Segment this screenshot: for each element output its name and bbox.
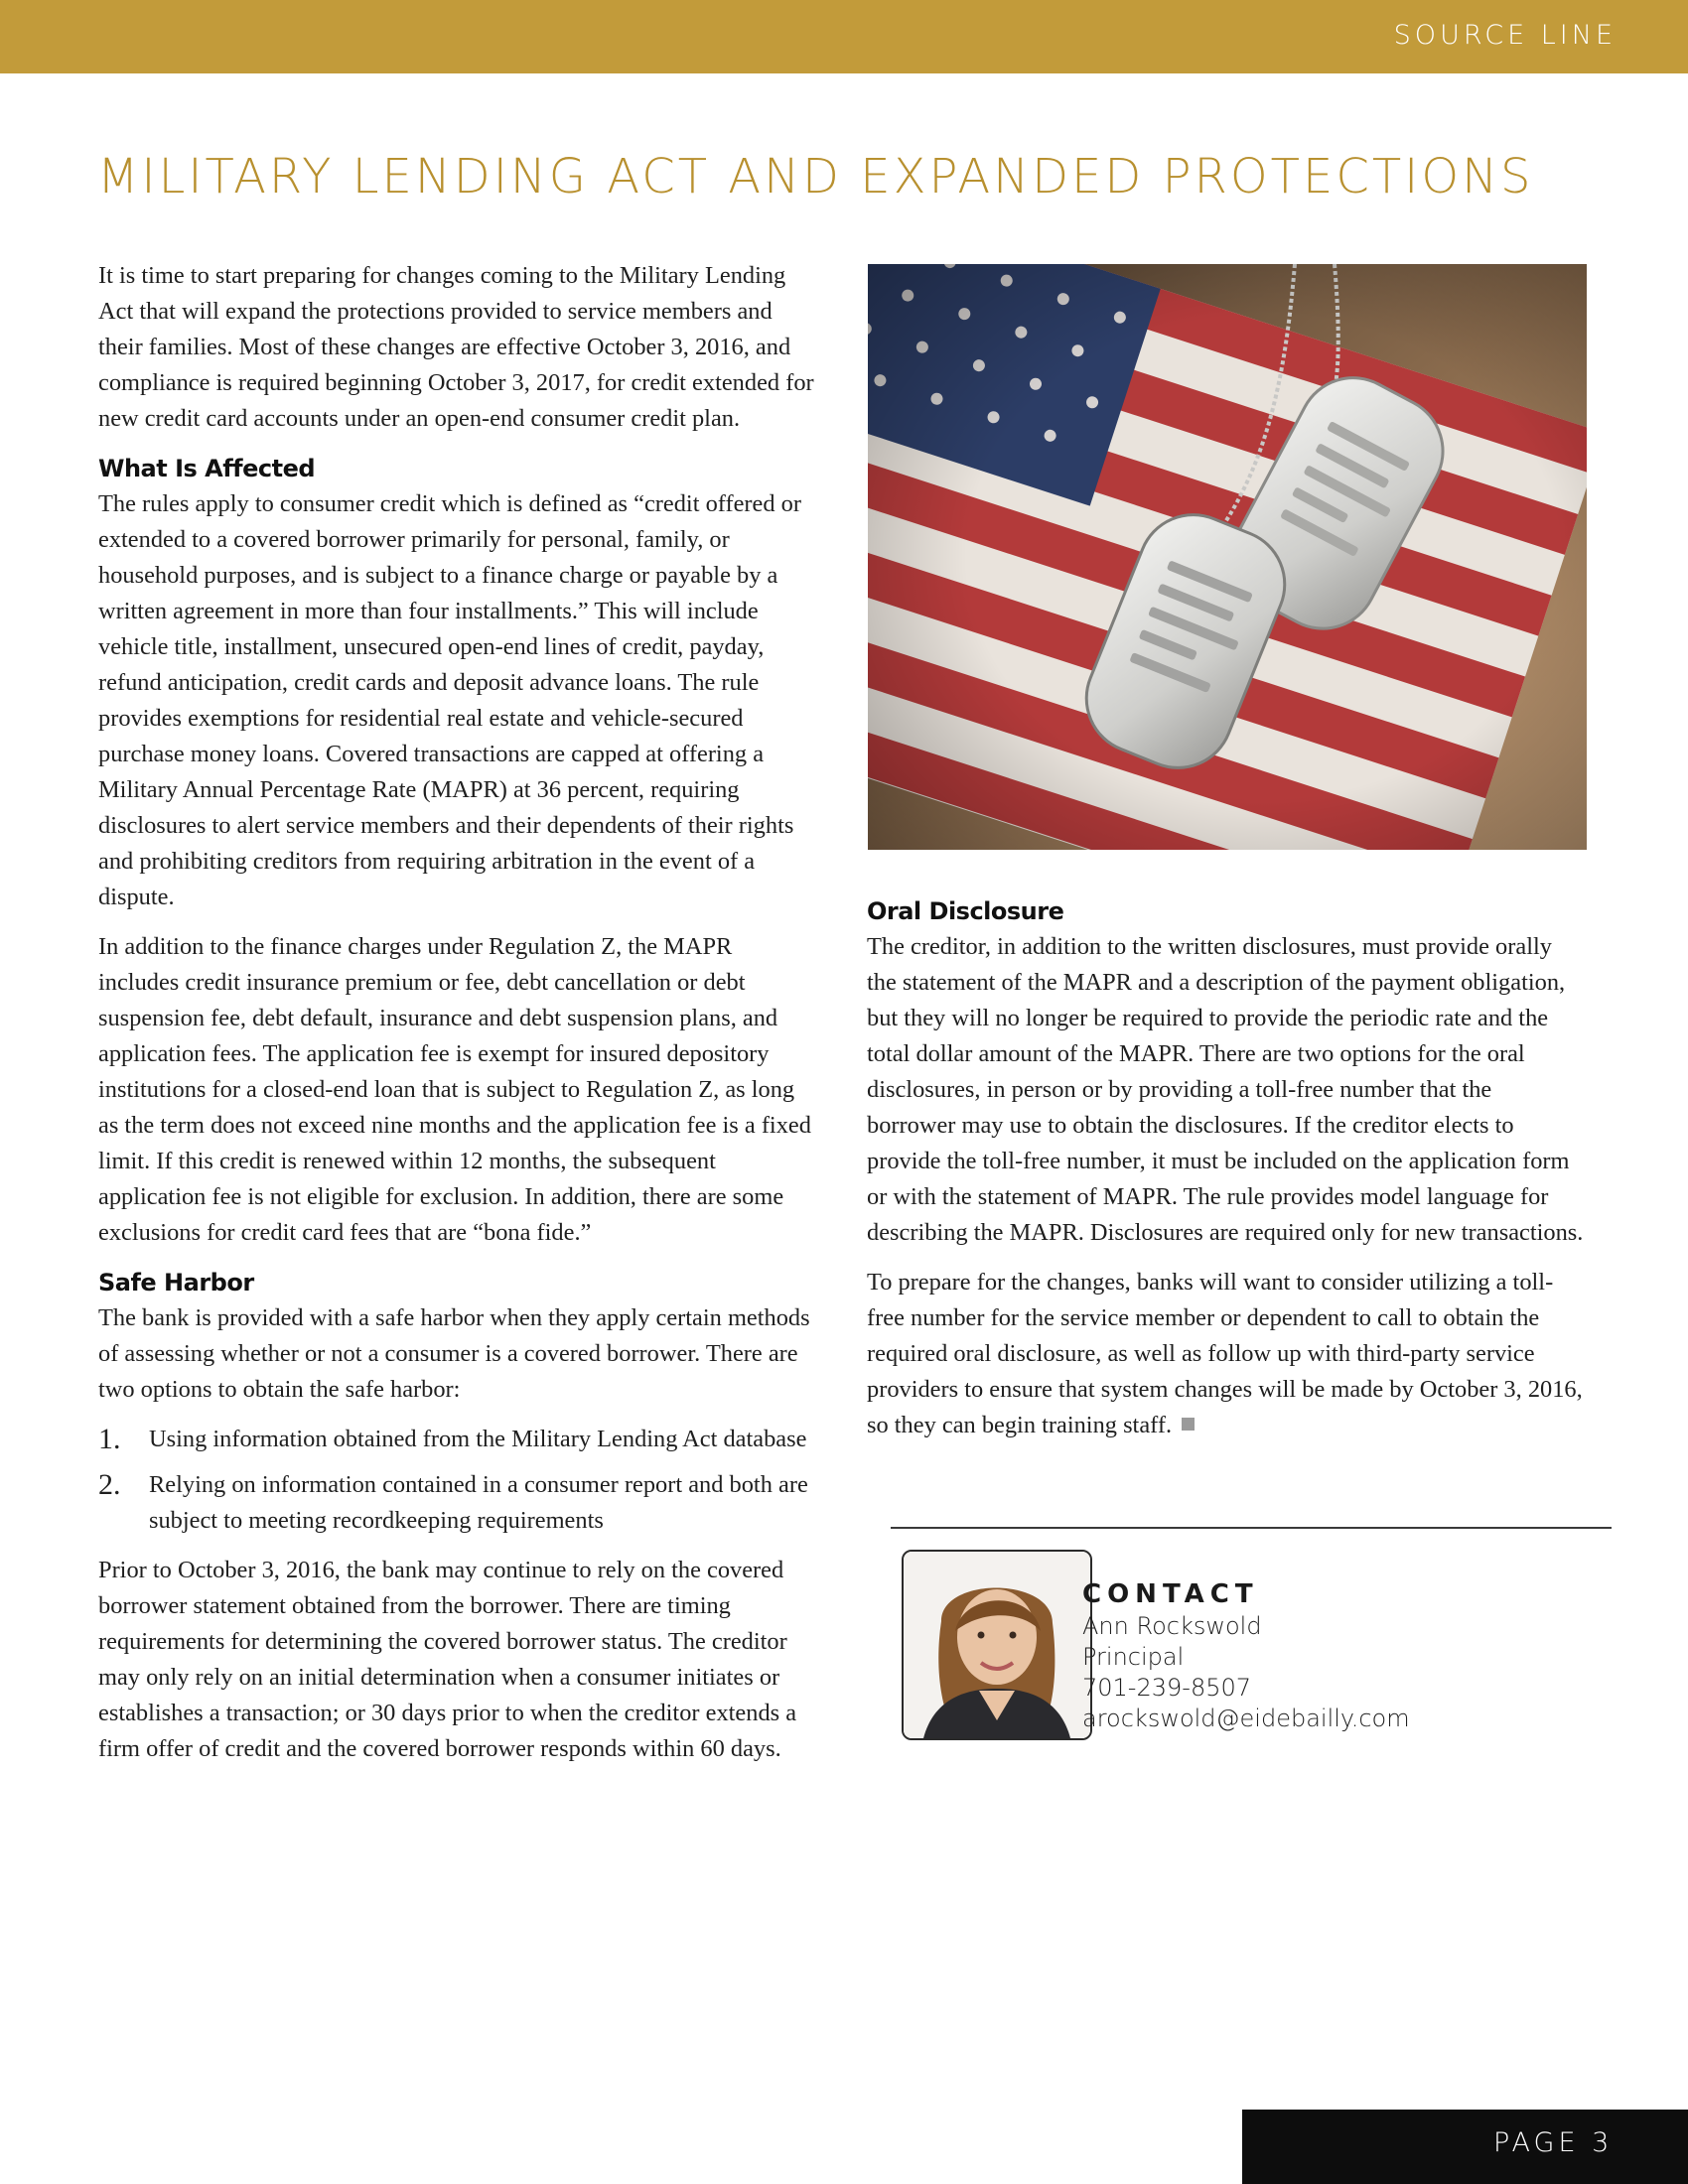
list-item-number: 2. xyxy=(98,1468,121,1501)
left-column xyxy=(98,258,815,1781)
safe-harbor-paragraph-1: The bank is provided with a safe harbor when they apply certain methods of assessing whether or not a consumer is a covered borrower. There are two options to obtain the safe harbor: xyxy=(98,1304,810,1403)
dog-tags-flag-photo xyxy=(868,264,1587,850)
oral-disclosure-paragraph-1: The creditor, in addition to the written disclosures, must provide orally the statement of the MAPR and a description of the payment obligation, but they will no longer be required to provide the periodic rate and the total dollar amount of the MAPR. There are two options for the oral disclosures, in person or by providing a toll-free number that the borrower may use to obtain the disclosures. If the creditor elects to provide the toll-free number, it must be included on the application form or with the statement of MAPR. The rule provides model language for describing the MAPR. Disclosures are required only for new transactions. xyxy=(867,933,1584,1246)
contact-block xyxy=(1082,1579,1410,1734)
section-label: SOURCE LINE xyxy=(1393,20,1617,51)
safe-harbor-options-list xyxy=(98,1422,815,1539)
header-bar xyxy=(0,0,1688,73)
intro-paragraph: It is time to start preparing for changes coming to the Military Lending Act that will expand the protections provided to service members and their families. Most of these changes are effective October 3, 2016, and compliance is required beginning October 3, 2017, for credit extended for new credit card accounts under an open-end consumer credit plan. xyxy=(98,262,814,432)
contact-heading: CONTACT xyxy=(1082,1579,1259,1609)
list-item-text: Relying on information contained in a consumer report and both are subject to meeting recordkeeping requirements xyxy=(149,1471,808,1534)
right-column xyxy=(867,893,1584,1457)
safe-harbor-paragraph-2: Prior to October 3, 2016, the bank may continue to rely on the covered borrower statement obtained from the borrower. There are timing requirements for determining the covered borrower status. The creditor may only rely on an initial determination when a consumer initiates or establishes a transaction; or 30 days prior to when the creditor extends a firm offer of credit and the covered borrower responds within 60 days. xyxy=(98,1557,797,1762)
page-number: PAGE 3 xyxy=(1493,2127,1614,2158)
list-item-number: 1. xyxy=(98,1423,121,1455)
dog-tags-flag-illustration xyxy=(868,264,1587,850)
page-number-box xyxy=(1242,2110,1688,2184)
what-is-affected-paragraph-1: The rules apply to consumer credit which is defined as “credit offered or extended to a covered borrower primarily for personal, family, or household purposes, and is subject to a finance charge or payable by a written agreement in more than four installments.” This will include vehicle title, installment, unsecured open-end lines of credit, payday, refund anticipation, credit cards and deposit advance loans. The rule provides exemptions for residential real estate and vehicle-secured purchase money loans. Covered transactions are capped at offering a Military Annual Percentage Rate (MAPR) at 36 percent, requiring disclosures to alert service members and their dependents of their rights and prohibiting creditors from requiring arbitration in the event of a dispute. xyxy=(98,490,801,910)
avatar xyxy=(902,1550,1092,1740)
what-is-affected-paragraph-2: In addition to the finance charges under Regulation Z, the MAPR includes credit insurance premium or fee, debt cancellation or debt suspension fee, debt default, insurance and debt suspension plans, and application fees. The application fee is exempt for insured depository institutions for a closed-end loan that is subject to Regulation Z, as long as the term does not exceed nine months and the application fee is a fixed limit. If this credit is renewed within 12 months, the subsequent application fee is not eligible for exclusion. In addition, there are some exclusions for credit card fees that are “bona fide.” xyxy=(98,933,811,1246)
oral-disclosure-paragraph-2-text: To prepare for the changes, banks will want to consider utilizing a toll-free number for the service member or dependent to call to obtain the required oral disclosure, as well as follow up with third-party service providers to ensure that system changes will be made by October 3, 2016, so they can begin training staff. xyxy=(867,1269,1583,1438)
article-title: MILITARY LENDING ACT AND EXPANDED PROTECTIONS xyxy=(97,149,1534,205)
contact-role: Principal xyxy=(1082,1643,1185,1671)
contact-name: Ann Rockswold xyxy=(1082,1612,1262,1640)
contact-email-link[interactable]: arockswold@eidebailly.com xyxy=(1082,1705,1410,1732)
contact-divider xyxy=(891,1527,1612,1529)
portrait-illustration xyxy=(904,1552,1090,1738)
list-item-text: Using information obtained from the Military Lending Act database xyxy=(149,1426,807,1452)
list-item xyxy=(98,1467,815,1539)
list-item xyxy=(98,1422,815,1457)
end-of-article-icon xyxy=(1182,1418,1195,1431)
what-is-affected-heading: What Is Affected xyxy=(98,455,316,482)
contact-phone[interactable]: 701-239-8507 xyxy=(1082,1674,1252,1702)
oral-disclosure-heading: Oral Disclosure xyxy=(867,897,1064,925)
oral-disclosure-paragraph-2 xyxy=(867,1265,1584,1443)
safe-harbor-heading: Safe Harbor xyxy=(98,1269,254,1297)
